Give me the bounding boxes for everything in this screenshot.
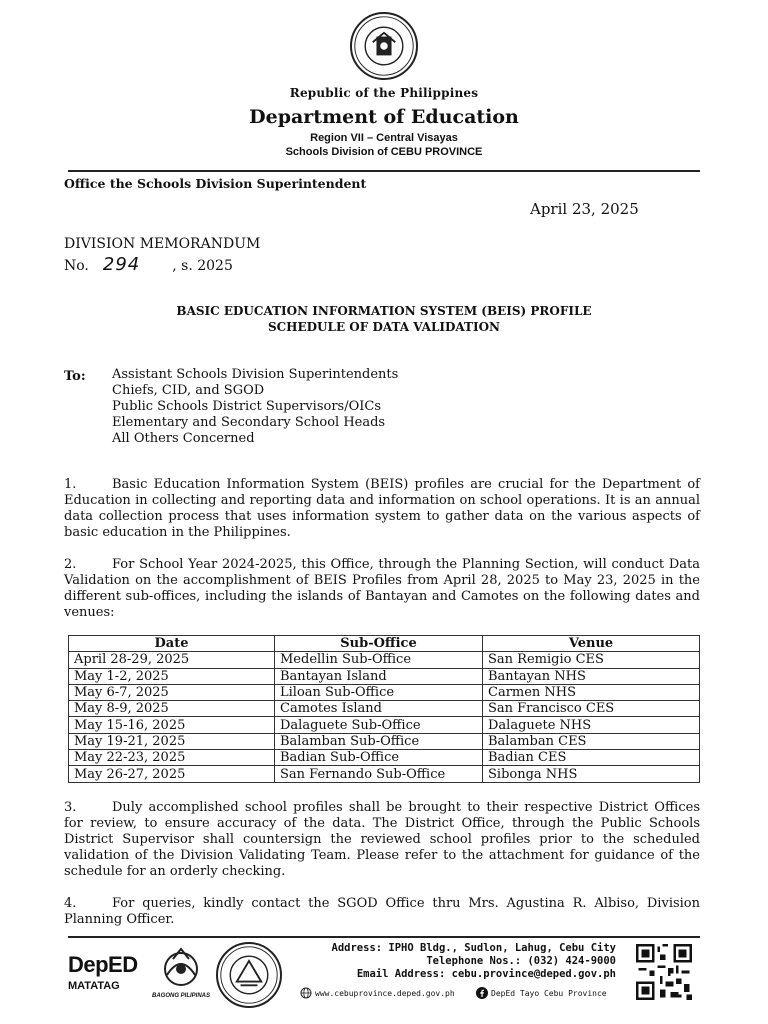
memo-series: , s. 2025 [172,258,233,274]
column-header-venue: Venue [483,636,700,652]
cell-date: May 22-23, 2025 [69,750,275,766]
paragraph-number: 3. [64,800,77,815]
memo-number [64,254,233,275]
paragraph-3 [64,800,700,880]
cell-sub-office: Bantayan Island [275,668,483,684]
table-row [69,668,700,684]
matatag-logo-text: MATATAG [68,980,120,992]
recipient: Chiefs, CID, and SGOD [112,383,265,398]
recipient: Assistant Schools Division Superintendents [112,367,399,382]
schedule-table [68,635,700,783]
cell-venue: Carmen NHS [483,684,700,700]
cell-venue: San Remigio CES [483,652,700,668]
table-row [69,766,700,782]
cell-date: May 1-2, 2025 [69,668,275,684]
contact-block [300,942,616,981]
subject-line-2: SCHEDULE OF DATA VALIDATION [267,320,501,334]
table-row [69,701,700,717]
deped-logo-text: DepED [68,952,138,977]
cell-date: May 15-16, 2025 [69,717,275,733]
paragraph-text: For queries, kindly contact the SGOD Office thru Mrs. Agustina R. Albiso, Division Planning Officer. [64,896,700,927]
website-text: www.cebuprovince.deped.gov.ph [315,988,455,998]
cell-date: May 6-7, 2025 [69,684,275,700]
bagong-pilipinas-logo [146,945,216,1011]
table-header-row [69,636,700,652]
cell-sub-office: Medellin Sub-Office [275,652,483,668]
recipient: All Others Concerned [112,431,255,446]
cell-sub-office: San Fernando Sub-Office [275,766,483,782]
cell-date: April 28-29, 2025 [69,652,275,668]
website-link[interactable] [300,987,455,999]
cell-sub-office: Dalaguete Sub-Office [275,717,483,733]
bagong-pilipinas-text: BAGONG PILIPINAS [151,993,210,999]
table-row [69,684,700,700]
memo-subject [0,303,768,335]
cell-sub-office: Badian Sub-Office [275,750,483,766]
paragraph-4 [64,896,700,928]
cell-date: May 26-27, 2025 [69,766,275,782]
cell-date: May 19-21, 2025 [69,733,275,749]
header-divider [68,170,700,172]
recipient: Public Schools District Supervisors/OICs [112,399,382,414]
office-name: Office the Schools Division Superintendent [64,176,367,191]
column-header-date: Date [69,636,275,652]
paragraph-number: 1. [64,477,77,492]
cell-venue: Dalaguete NHS [483,717,700,733]
facebook-icon [476,987,488,999]
paragraph-text: For School Year 2024-2025, this Office, through the Planning Section, will conduct Data Validation on the accomplishment of BEIS Profiles from April 28, 2025 to May 23, 2025 in the different sub-offices, including the islands of Bantayan and Camotes on the following dates and venues: [64,557,700,620]
telephone-text: Telephone Nos.: (032) 424-9000 [426,955,616,967]
deped-matatag-logo [68,952,140,1002]
recipient: Elementary and Secondary School Heads [112,415,386,430]
facebook-link[interactable] [476,987,607,999]
subject-line-1: BASIC EDUCATION INFORMATION SYSTEM (BEIS) PROFILE [176,304,592,318]
deped-seal-icon [350,12,418,80]
email-text: Email Address: cebu.province@deped.gov.ph [356,968,616,980]
globe-icon [300,987,312,999]
table-row [69,750,700,766]
division-seal-icon [216,942,282,1008]
column-header-sub-office: Sub-Office [275,636,483,652]
paragraph-number: 2. [64,557,77,572]
cell-venue: Badian CES [483,750,700,766]
republic-heading: Republic of the Philippines [289,86,479,100]
paragraph-1 [64,477,700,541]
qr-code-icon [636,944,692,1000]
department-heading: Department of Education [249,106,519,128]
table-row [69,733,700,749]
region-heading: Region VII – Central Visayas [310,132,458,144]
memo-title: DIVISION MEMORANDUM [64,236,261,252]
cell-venue: Bantayan NHS [483,668,700,684]
recipient-list [112,367,398,447]
memo-no-label: No. [64,258,89,274]
division-heading: Schools Division of CEBU PROVINCE [285,146,483,158]
paragraph-2 [64,557,700,621]
cell-venue: Balamban CES [483,733,700,749]
cell-venue: Sibonga NHS [483,766,700,782]
table-row [69,652,700,668]
cell-sub-office: Balamban Sub-Office [275,733,483,749]
cell-venue: San Francisco CES [483,701,700,717]
facebook-text: DepEd Tayo Cebu Province [491,988,607,998]
paragraph-text: Basic Education Information System (BEIS) profiles are crucial for the Department of Education in collecting and reporting data and information on school operations. It is an annual data collection process that uses information system to gather data on the various aspects of basic education in the Philippines. [64,477,700,540]
to-label: To: [64,369,86,384]
table-row [69,717,700,733]
memo-date: April 23, 2025 [530,200,639,218]
cell-sub-office: Camotes Island [275,701,483,717]
cell-date: May 8-9, 2025 [69,701,275,717]
footer-divider [68,936,700,938]
bagong-pilipinas-icon [153,945,209,989]
paragraph-text: Duly accomplished school profiles shall be brought to their respective District Offices for review, to ensure accuracy of the data. The District Office, through the Public Schools District Supervisor shall countersign the reviewed school profiles prior to the scheduled validation of the Division Validating Team. Please refer to the attachment for guidance of the schedule for an orderly checking. [64,800,700,879]
paragraph-number: 4. [64,896,77,911]
address-text: Address: IPHO Bldg., Sudlon, Lahug, Cebu City [331,942,616,954]
cell-sub-office: Liloan Sub-Office [275,684,483,700]
memo-no-value: 294 [102,254,141,275]
